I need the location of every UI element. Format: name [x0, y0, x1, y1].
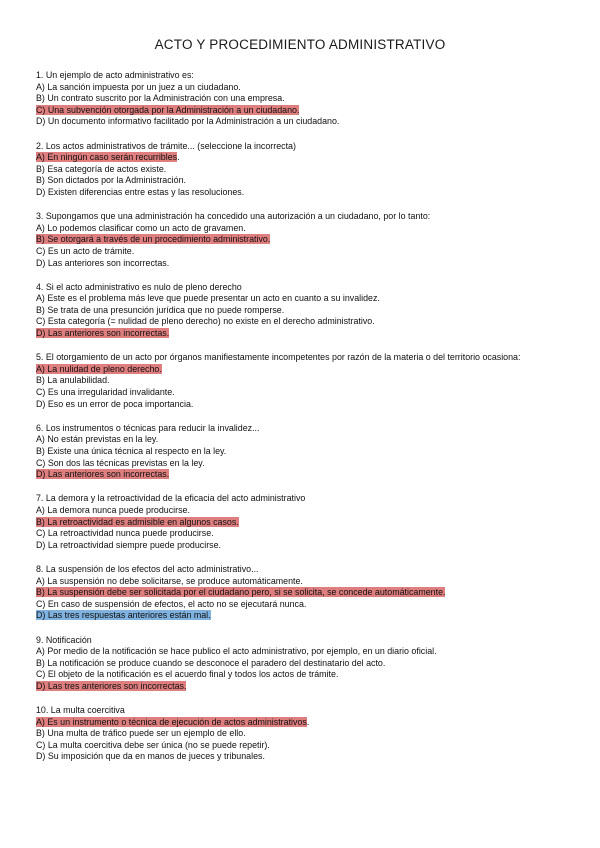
option-text: C) Son dos las técnicas previstas en la ley. [36, 457, 205, 468]
answer-option [36, 576, 564, 588]
answer-option [36, 234, 564, 246]
answer-option [36, 116, 564, 128]
answer-option [36, 658, 564, 670]
answer-option [36, 105, 564, 117]
option-text: B) Un contrato suscrito por la Administración con una empresa. [36, 93, 285, 104]
answer-option [36, 164, 564, 176]
answer-option [36, 434, 564, 446]
question-stem: 5. El otorgamiento de un acto por órganos manifiestamente incompetentes por razón de la materia o del territorio ocasiona: [36, 352, 521, 363]
question-stem: 4. Si el acto administrativo es nulo de pleno derecho [36, 281, 242, 292]
answer-option [36, 93, 564, 105]
answer-option [36, 328, 564, 340]
option-text: D) Las anteriores son incorrectas. [36, 257, 170, 268]
answer-option [36, 587, 564, 599]
question-stem: 1. Un ejemplo de acto administrativo es: [36, 70, 194, 80]
highlighted-option-text: D) Las tres respuestas anteriores están mal. [36, 610, 211, 621]
question-block [36, 352, 564, 410]
answer-option [36, 446, 564, 458]
question-block [36, 141, 564, 199]
option-text: B) Son dictados por la Administración. [36, 175, 186, 186]
option-text: A) No están previstas en la ley. [36, 434, 159, 445]
option-text: A) Este es el problema más leve que puede presentar un acto en cuanto a su invalidez. [36, 293, 380, 304]
highlighted-option-text: D) Las tres anteriores son incorrectas. [36, 680, 187, 691]
answer-option [36, 152, 564, 164]
highlighted-option-text: A) Es un instrumento o técnica de ejecución de actos administrativos [36, 716, 307, 727]
option-text: D) La retroactividad siempre puede producirse. [36, 539, 221, 550]
highlighted-option-text: B) Se otorgará a través de un procedimiento administrativo. [36, 234, 271, 245]
answer-option [36, 387, 564, 399]
answer-option [36, 82, 564, 94]
highlighted-option-text: D) Las anteriores son incorrectas. [36, 328, 170, 339]
answer-option [36, 540, 564, 552]
answer-option [36, 717, 564, 729]
answer-option [36, 246, 564, 258]
option-text: C) Esta categoría (= nulidad de pleno derecho) no existe en el derecho administrativo. [36, 316, 375, 327]
answer-option [36, 751, 564, 763]
option-text: D) Un documento informativo facilitado por la Administración a un ciudadano. [36, 116, 340, 127]
option-suffix: . [306, 716, 310, 727]
highlighted-option-text: C) Una subvención otorgada por la Administración a un ciudadano. [36, 104, 300, 115]
option-text: D) Eso es un error de poca importancia. [36, 398, 194, 409]
answer-option [36, 258, 564, 270]
option-text: C) Es un acto de trámite. [36, 245, 135, 256]
answer-option [36, 599, 564, 611]
question-block [36, 423, 564, 481]
option-text: C) Es una irregularidad invalidante. [36, 387, 175, 398]
option-text: A) La demora nunca puede producirse. [36, 504, 190, 515]
question-block [36, 635, 564, 693]
option-text: B) La anulabilidad. [36, 375, 110, 386]
option-text: A) Por medio de la notificación se hace publico el acto administrativo, por ejemplo, en un diario oficial. [36, 646, 437, 657]
answer-option [36, 399, 564, 411]
answer-option [36, 517, 564, 529]
answer-option [36, 223, 564, 235]
highlighted-option-text: A) La nulidad de pleno derecho. [36, 363, 162, 374]
option-text: B) Se trata de una presunción jurídica que no puede romperse. [36, 304, 285, 315]
answer-option [36, 375, 564, 387]
option-text: A) La suspensión no debe solicitarse, se produce automáticamente. [36, 575, 303, 586]
option-text: B) La notificación se produce cuando se desconoce el paradero del destinatario del acto. [36, 657, 386, 668]
answer-option [36, 610, 564, 622]
option-text: C) El objeto de la notificación es el acuerdo final y todos los actos de trámite. [36, 669, 339, 680]
question-list [36, 70, 564, 776]
option-text: B) Esa categoría de actos existe. [36, 163, 167, 174]
option-text: B) Existe una única técnica al respecto en la ley. [36, 446, 227, 456]
question-block [36, 564, 564, 622]
answer-option [36, 646, 564, 658]
option-text: A) Lo podemos clasificar como un acto de gravamen. [36, 222, 246, 233]
option-text: A) La sanción impuesta por un juez a un ciudadano. [36, 81, 241, 92]
answer-option [36, 681, 564, 693]
option-suffix: . [177, 152, 180, 163]
option-text: C) En caso de suspensión de efectos, el acto no se ejecutará nunca. [36, 598, 307, 609]
question-block [36, 282, 564, 340]
answer-option [36, 458, 564, 470]
question-block [36, 705, 564, 763]
answer-option [36, 740, 564, 752]
question-stem: 8. La suspensión de los efectos del acto administrativo... [36, 563, 259, 574]
highlighted-option-text: D) Las anteriores son incorrectas. [36, 469, 170, 480]
question-stem: 7. La demora y la retroactividad de la eficacia del acto administrativo [36, 493, 306, 504]
answer-option [36, 505, 564, 517]
option-text: D) Existen diferencias entre estas y las resoluciones. [36, 186, 245, 197]
answer-option [36, 728, 564, 740]
question-block [36, 211, 564, 269]
option-text: C) La retroactividad nunca puede producirse. [36, 528, 214, 539]
document-title: ACTO Y PROCEDIMIENTO ADMINISTRATIVO [154, 37, 446, 52]
highlighted-option-text: A) En ningún caso serán recurribles [36, 152, 178, 163]
answer-option [36, 293, 564, 305]
answer-option [36, 175, 564, 187]
answer-option [36, 669, 564, 681]
answer-option [36, 316, 564, 328]
answer-option [36, 469, 564, 481]
question-block [36, 70, 564, 128]
answer-option [36, 528, 564, 540]
question-stem: 10. La multa coercitiva [36, 705, 125, 716]
question-stem: 9. Notificación [36, 634, 92, 645]
question-stem: 2. Los actos administrativos de trámite... (seleccione la incorrecta) [36, 140, 296, 151]
option-text: B) Una multa de tráfico puede ser un ejemplo de ello. [36, 728, 246, 739]
answer-option [36, 187, 564, 199]
option-text: D) Su imposición que da en manos de jueces y tribunales. [36, 751, 265, 762]
question-stem: 6. Los instrumentos o técnicas para reducir la invalidez... [36, 422, 260, 433]
highlighted-option-text: B) La retroactividad es admisible en algunos casos. [36, 516, 239, 527]
highlighted-option-text: B) La suspensión debe ser solicitada por el ciudadano pero, si se solicita, se concede automáticamente. [36, 587, 446, 598]
answer-option [36, 364, 564, 376]
option-text: C) La multa coercitiva debe ser única (no se puede repetir). [36, 739, 270, 750]
question-stem: 3. Supongamos que una administración ha concedido una autorización a un ciudadano, por lo tanto: [36, 211, 431, 222]
question-block [36, 493, 564, 551]
answer-option [36, 305, 564, 317]
